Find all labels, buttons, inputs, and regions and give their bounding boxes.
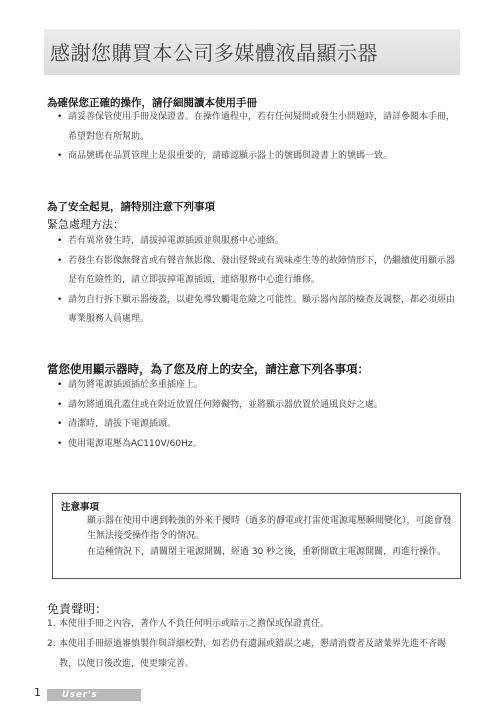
section3-list <box>57 376 461 454</box>
list-item: • 請妥善保管使用手冊及保證書。在操作過程中，若有任何疑問或發生小問題時，請詳參閱本手冊，希望對您有所幫助。 <box>57 108 461 147</box>
bullet-icon: • <box>57 151 63 161</box>
bullet-icon: • <box>57 438 63 449</box>
section1-heading: 為確保您正確的操作，請仔細閱讀本使用手冊 <box>47 97 257 109</box>
footer-label: User's manual <box>62 690 104 712</box>
list-item: • 請勿自行拆下顯示器後蓋，以避免導致觸電危險之可能性。顯示器內部的檢查及調整，都必須經由專業服務人員處理。 <box>57 291 461 330</box>
list-item: 2. 本使用手冊經過審慎製作與詳細校對，如若仍有遺漏或錯誤之處，懇請消費者及諸業界先進不吝賜教，以便日後改進，使更臻完善。 <box>47 634 461 674</box>
page-number: 1 <box>34 686 41 699</box>
list-item: • 請勿將通風孔蓋住或在附近放置任何障礙物，並將顯示器放置於通風良好之處。 <box>57 396 461 416</box>
list-item: • 清潔時，請拔下電源插頭。 <box>57 415 461 435</box>
page-title: 感謝您購買本公司多媒體液晶顯示器 <box>50 41 378 65</box>
section2-heading: 為了安全起見，請特別注意下列事項 <box>47 201 215 213</box>
section2-subheading: 緊急處理方法： <box>47 218 124 231</box>
bullet-icon: • <box>57 419 63 429</box>
section1-list <box>57 108 461 167</box>
notice-paragraph: 顯示器在使用中遇到較強的外來干擾時（過多的靜電或打雷使電源電壓瞬間變化），可能會發生無法接受操作指令的情況。 <box>87 516 452 541</box>
bullet-icon: • <box>57 236 63 246</box>
bullet-icon: • <box>57 380 63 390</box>
item-number: 1. <box>47 619 56 629</box>
bullet-icon: • <box>57 255 63 266</box>
footer-bar <box>47 689 141 712</box>
list-item: • 商品號碼在品質管理上是很重要的，請確認顯示器上的號碼與證書上的號碼一致。 <box>57 147 461 167</box>
disclaimer-heading: 免責聲明： <box>47 602 108 616</box>
disclaimer-list <box>47 614 461 674</box>
bullet-icon: • <box>57 399 63 410</box>
bullet-icon: • <box>57 112 63 122</box>
notice-paragraph: 在這種情況下，請關閉主電源開關，經過 30 秒之後，重新開啟主電源開關，再進行操作。 <box>87 547 447 557</box>
list-item: • 若發生有影像無聲音或有聲音無影像、發出怪聲或有異味產生等的故障情形下，仍繼續使用顯示器是有危險性的，請立即拔掉電源插頭，連絡服務中心進行維修。 <box>57 252 461 291</box>
notice-box <box>52 493 461 579</box>
list-item: 1. 本使用手冊之內容，著作人不負任何明示或暗示之擔保或保證責任。 <box>47 614 461 634</box>
section2-list <box>57 232 461 330</box>
notice-title: 注意事項 <box>61 502 100 513</box>
list-item: • 若有異常發生時，請拔掉電源插頭並與服務中心連絡。 <box>57 232 461 252</box>
section3-heading: 當您使用顯示器時，為了您及府上的安全，請注意下列各事項： <box>47 362 369 376</box>
list-item: • 使用電源電壓為AC110V/60Hz。 <box>57 435 461 455</box>
bullet-icon: • <box>57 294 63 305</box>
title-band <box>44 29 460 75</box>
item-number: 2. <box>47 639 56 649</box>
list-item: • 請勿將電源插頭插於多重插座上。 <box>57 376 461 396</box>
